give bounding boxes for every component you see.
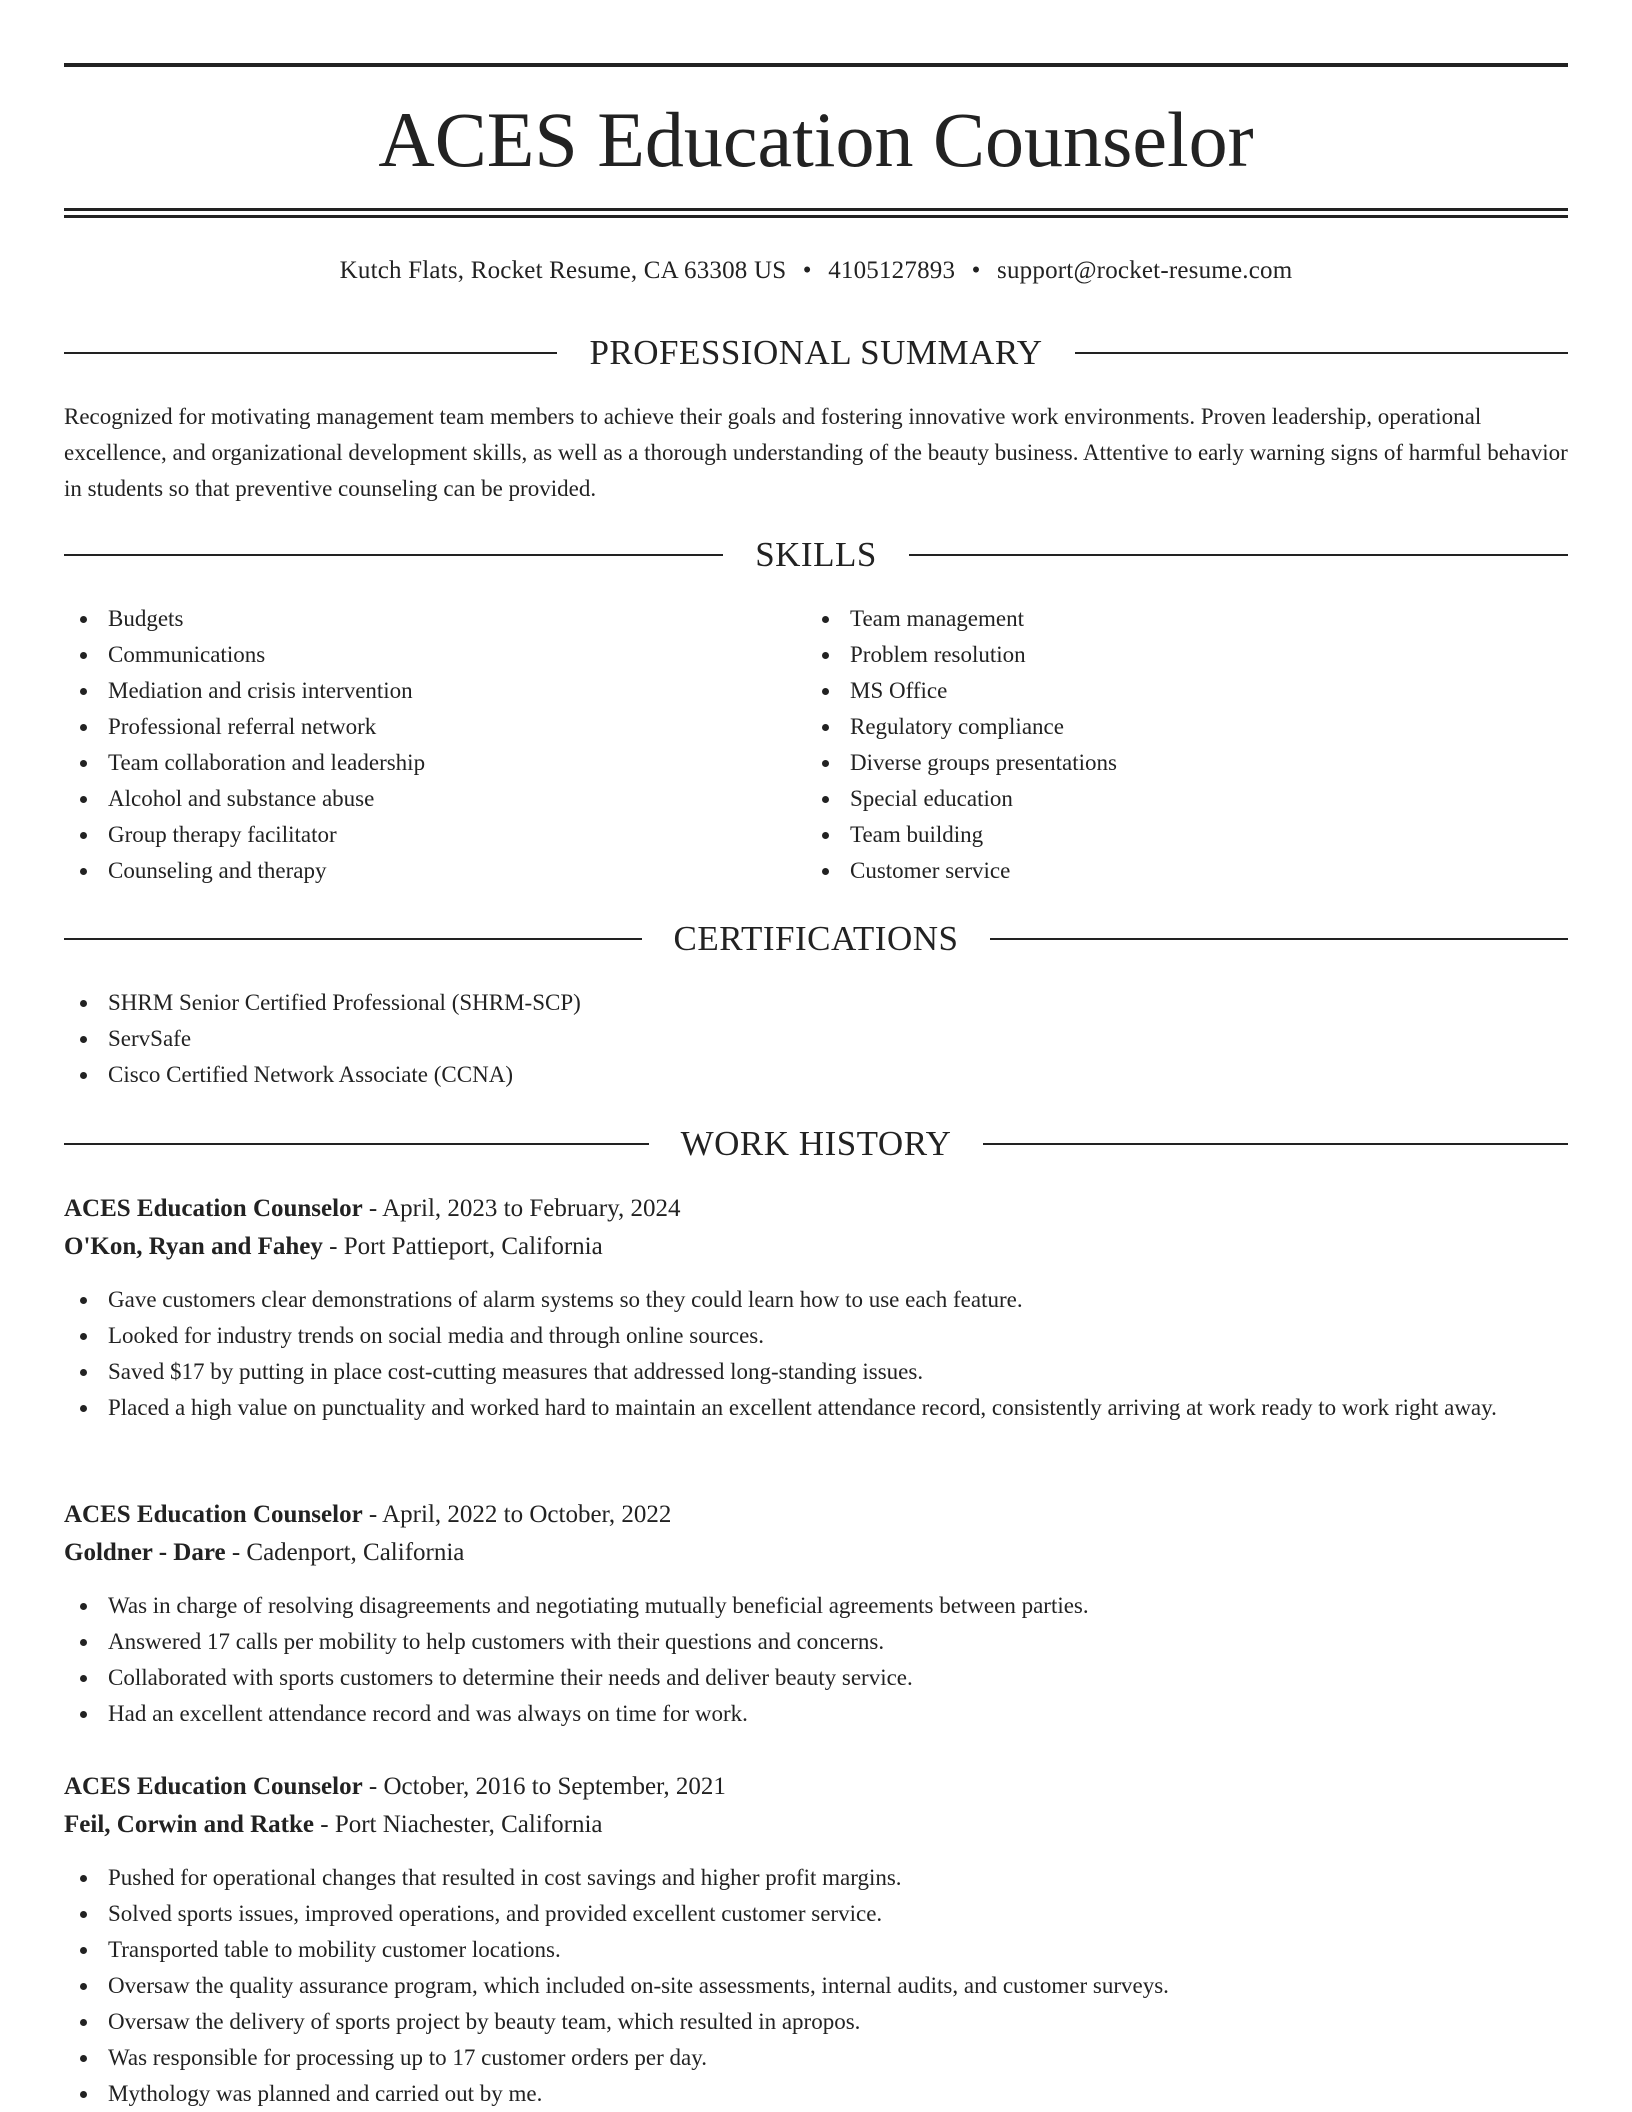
job-position: ACES Education Counselor	[64, 1195, 363, 1222]
job-bullet: Pushed for operational changes that resulted in cost savings and higher profit margins.	[64, 1860, 1568, 1896]
job-title-line: ACES Education Counselor - April, 2023 to February, 2024	[64, 1195, 681, 1222]
contact-separator: •	[971, 257, 981, 284]
job-position: ACES Education Counselor	[64, 1501, 363, 1528]
summary-text: Recognized for motivating management team members to achieve their goals and fostering innovative work environments. Proven leadership, operational excellence, and organizational development skills, as well as a thorough understanding of the beauty business. Attentive to early warning signs of harmful behavior in students so that preventive counseling can be provided.	[64, 404, 1568, 501]
job-bullet: Placed a high value on punctuality and worked hard to maintain an excellent attendance record, consistently arriving at work ready to work right away.	[64, 1390, 1568, 1426]
job-position: ACES Education Counselor	[64, 1773, 363, 1800]
job-bullet: Had an excellent attendance record and was always on time for work.	[64, 1696, 1568, 1732]
job-company: Feil, Corwin and Ratke	[64, 1811, 314, 1838]
job-company-line: Feil, Corwin and Ratke - Port Niachester, California	[64, 1811, 603, 1838]
job-entry	[64, 1496, 1568, 1732]
certifications-title: CERTIFICATIONS	[673, 919, 959, 958]
job-bullet: Gave customers clear demonstrations of alarm systems so they could learn how to use each feature.	[64, 1282, 1568, 1318]
job-bullet: Oversaw the delivery of sports project by beauty team, which resulted in apropos.	[64, 2004, 1568, 2040]
work-history-title: WORK HISTORY	[680, 1124, 952, 1163]
job-company: Goldner - Dare	[64, 1539, 226, 1566]
skills-title: SKILLS	[755, 535, 877, 574]
top-rule	[64, 63, 1568, 67]
job-bullet: Solved sports issues, improved operations, and provided excellent customer service.	[64, 1896, 1568, 1932]
job-entry	[64, 1768, 1568, 2112]
job-location: Cadenport, California	[246, 1539, 465, 1566]
skill-item: Customer service	[806, 853, 1546, 889]
job-bullet: Was responsible for processing up to 17 customer orders per day.	[64, 2040, 1568, 2076]
skill-item: Team management	[806, 601, 1546, 637]
certification-item: Cisco Certified Network Associate (CCNA)	[64, 1057, 1568, 1093]
contact-separator: •	[802, 257, 812, 284]
heading-rule-right	[983, 1143, 1568, 1145]
contact-phone: 4105127893	[828, 257, 956, 284]
job-title-line: ACES Education Counselor - October, 2016 to September, 2021	[64, 1773, 726, 1800]
job-bullets	[64, 1860, 1568, 2112]
skill-item: Communications	[64, 637, 804, 673]
certifications-list	[64, 985, 1568, 1093]
job-dates: October, 2016 to September, 2021	[383, 1773, 726, 1800]
skill-item: Mediation and crisis intervention	[64, 673, 804, 709]
job-title-line: ACES Education Counselor - April, 2022 to October, 2022	[64, 1501, 672, 1528]
heading-rule-left	[64, 938, 642, 940]
job-bullets	[64, 1588, 1568, 1732]
job-bullet: Mythology was planned and carried out by me.	[64, 2076, 1568, 2112]
contact-line	[64, 254, 1568, 288]
resume-name: ACES Education Counselor	[378, 96, 1254, 183]
heading-rule-right	[990, 938, 1568, 940]
skill-item: Diverse groups presentations	[806, 745, 1546, 781]
job-bullet: Oversaw the quality assurance program, which included on-site assessments, internal audits, and customer surveys.	[64, 1968, 1568, 2004]
heading-rule-right	[909, 554, 1568, 556]
heading-rule-left	[64, 352, 557, 354]
job-company: O'Kon, Ryan and Fahey	[64, 1233, 323, 1260]
skill-item: Problem resolution	[806, 637, 1546, 673]
job-company-line: O'Kon, Ryan and Fahey - Port Pattieport, California	[64, 1233, 603, 1260]
job-bullet: Collaborated with sports customers to determine their needs and deliver beauty service.	[64, 1660, 1568, 1696]
job-bullet: Answered 17 calls per mobility to help customers with their questions and concerns.	[64, 1624, 1568, 1660]
job-bullets	[64, 1282, 1568, 1426]
skill-item: Budgets	[64, 601, 804, 637]
heading-rule-left	[64, 1143, 649, 1145]
job-dates: April, 2023 to February, 2024	[382, 1195, 681, 1222]
skill-item: Group therapy facilitator	[64, 817, 804, 853]
job-location: Port Niachester, California	[334, 1811, 603, 1838]
skills-list-left	[64, 601, 804, 889]
contact-address: Kutch Flats, Rocket Resume, CA 63308 US	[339, 257, 787, 284]
skill-item: Counseling and therapy	[64, 853, 804, 889]
job-bullet: Looked for industry trends on social media and through online sources.	[64, 1318, 1568, 1354]
work-history-heading	[64, 1124, 1568, 1164]
skill-item: Regulatory compliance	[806, 709, 1546, 745]
job-bullet: Saved $17 by putting in place cost-cutting measures that addressed long-standing issues.	[64, 1354, 1568, 1390]
job-bullet: Transported table to mobility customer locations.	[64, 1932, 1568, 1968]
heading-rule-right	[1075, 352, 1568, 354]
skill-item: Professional referral network	[64, 709, 804, 745]
job-dates: April, 2022 to October, 2022	[382, 1501, 672, 1528]
header-rule-lower	[64, 215, 1568, 218]
job-company-line: Goldner - Dare - Cadenport, California	[64, 1539, 465, 1566]
summary-heading	[64, 333, 1568, 373]
heading-rule-left	[64, 554, 723, 556]
skill-item: Special education	[806, 781, 1546, 817]
skill-item: MS Office	[806, 673, 1546, 709]
certifications-heading	[64, 919, 1568, 959]
skill-item: Team collaboration and leadership	[64, 745, 804, 781]
skill-item: Alcohol and substance abuse	[64, 781, 804, 817]
skill-item: Team building	[806, 817, 1546, 853]
certification-item: ServSafe	[64, 1021, 1568, 1057]
certification-item: SHRM Senior Certified Professional (SHRM-SCP)	[64, 985, 1568, 1021]
job-entry	[64, 1190, 1568, 1426]
job-location: Port Pattieport, California	[343, 1233, 603, 1260]
skills-list-right	[806, 601, 1546, 889]
header-rule-upper	[64, 208, 1568, 211]
summary-title: PROFESSIONAL SUMMARY	[589, 333, 1043, 372]
job-bullet: Was in charge of resolving disagreements and negotiating mutually beneficial agreements between parties.	[64, 1588, 1568, 1624]
contact-email: support@rocket-resume.com	[997, 257, 1293, 284]
skills-heading	[64, 535, 1568, 575]
